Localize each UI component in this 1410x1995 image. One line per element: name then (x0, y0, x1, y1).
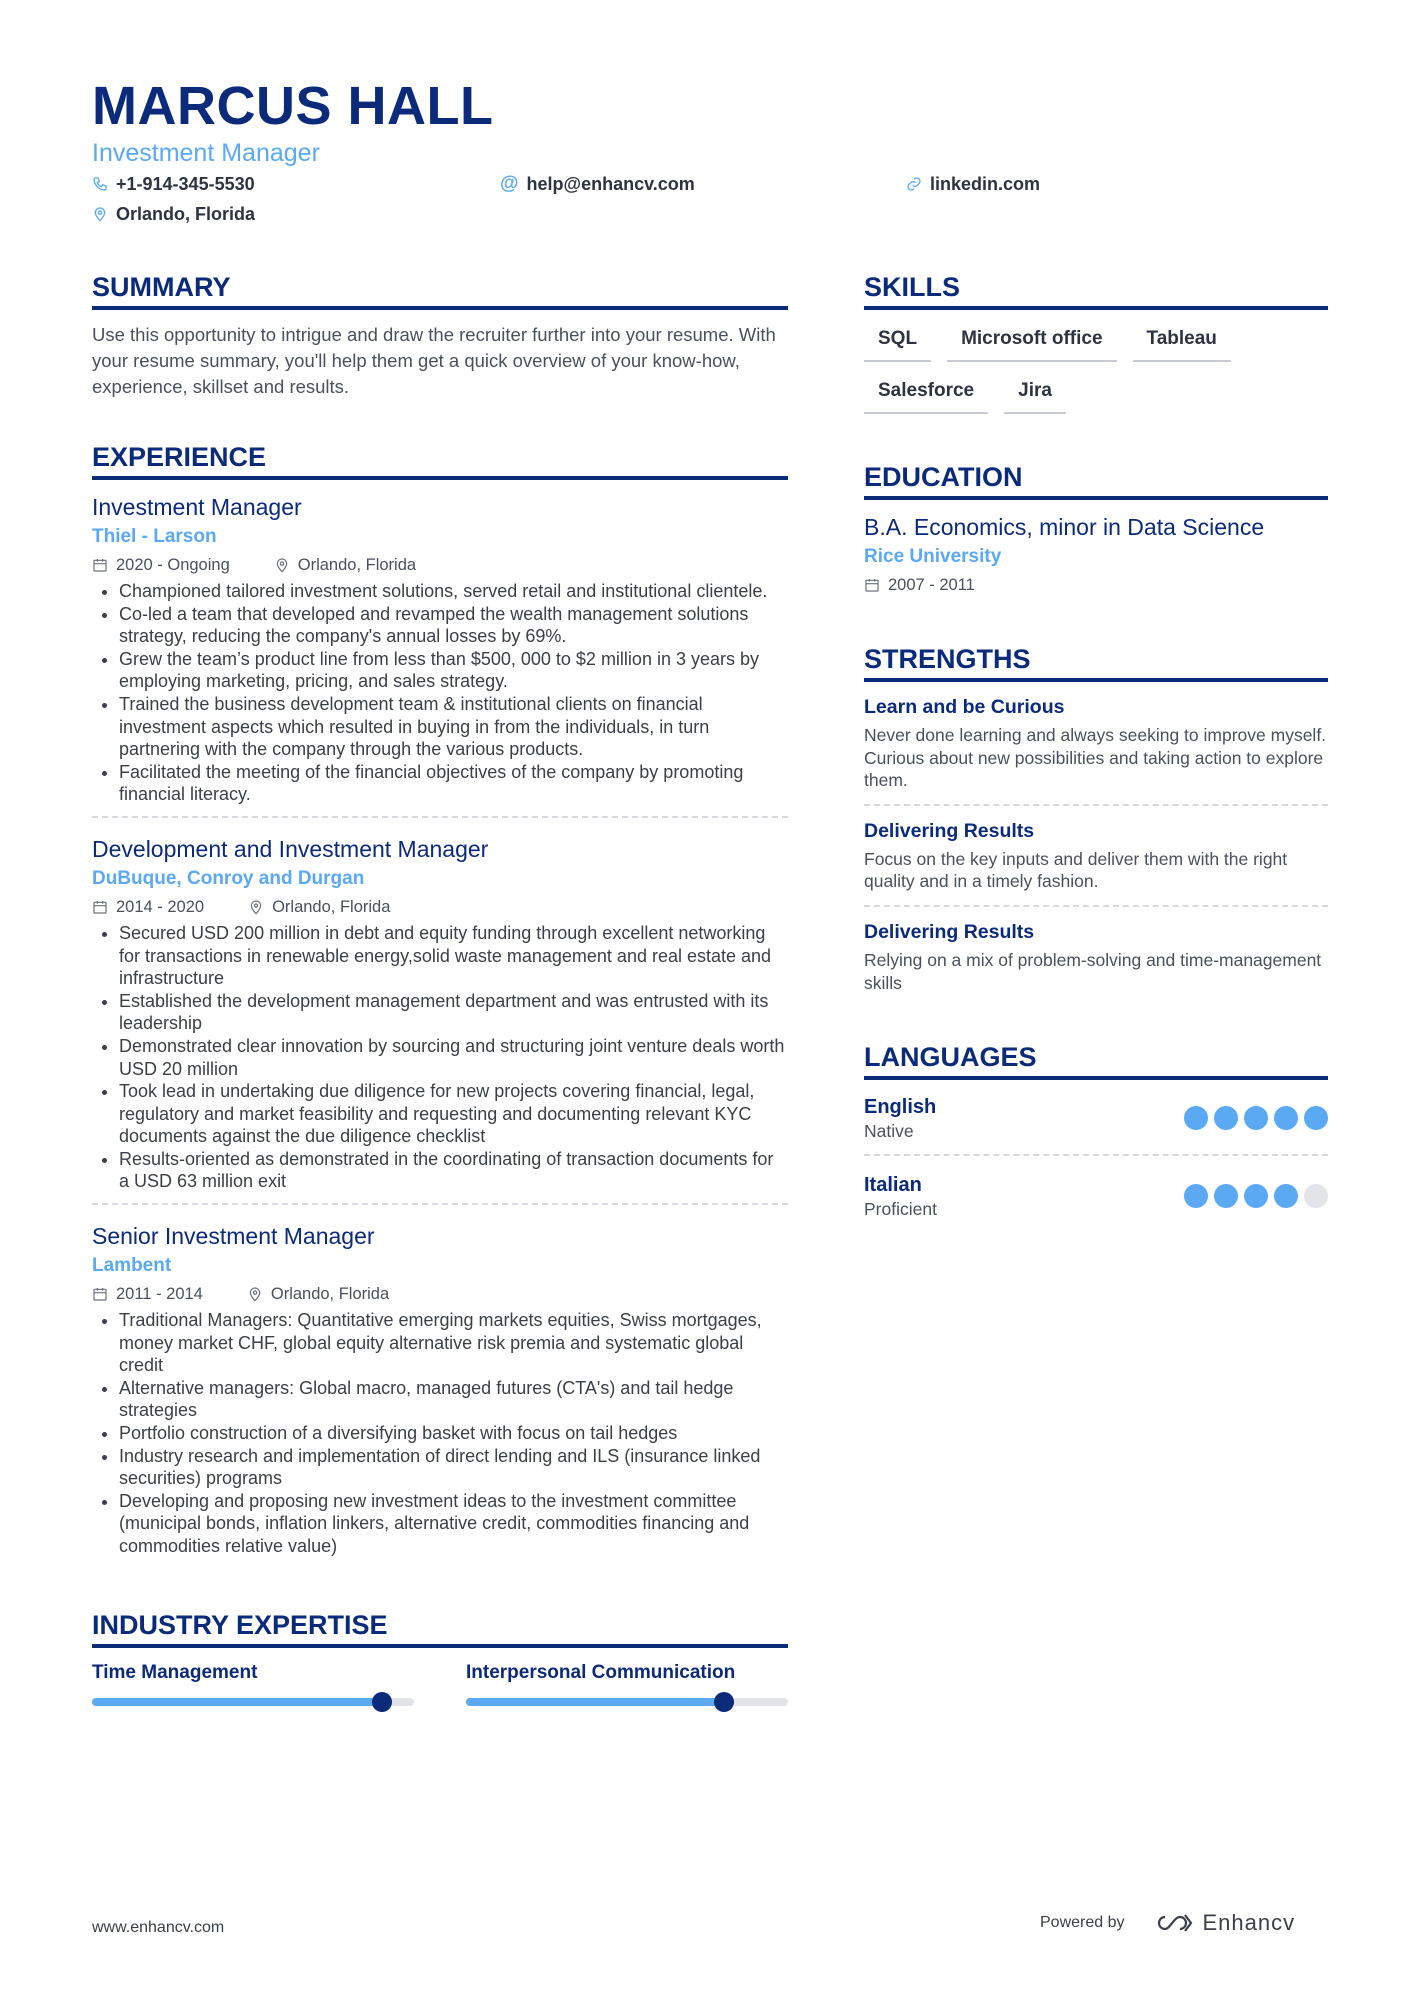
job-bullets (92, 580, 788, 806)
location-pin-icon (247, 1286, 263, 1302)
language-name: English (864, 1096, 937, 1119)
expertise-label: Interpersonal Communication (466, 1661, 736, 1683)
strengths-title: STRENGTHS (864, 642, 1328, 682)
calendar-icon (92, 557, 108, 573)
language-item (864, 1092, 1328, 1156)
footer-powered (1040, 1910, 1295, 1936)
expertise-bar-fill (92, 1698, 382, 1706)
candidate-role: Investment Manager (92, 139, 320, 167)
job-meta (92, 1283, 788, 1305)
job-dates: 2020 - Ongoing (116, 556, 230, 574)
skills-list (864, 326, 1328, 414)
education-entry (864, 512, 1328, 596)
bullet-item: • Established the development management department and was entrusted with its leadership (119, 990, 788, 1035)
industry-expertise-list (92, 1660, 788, 1706)
experience-title: EXPERIENCE (92, 440, 788, 480)
powered-by-text: Powered by (1040, 1914, 1125, 1931)
industry-expertise-title: INDUSTRY EXPERTISE (92, 1608, 788, 1648)
strength-title: Learn and be Curious (864, 696, 1065, 718)
strength-item (864, 694, 1328, 806)
email-text[interactable]: help@enhancv.com (526, 174, 695, 194)
job-title: Senior Investment Manager (92, 1223, 375, 1250)
skill-tag: Salesforce (864, 378, 988, 414)
job-company: Thiel - Larson (92, 526, 217, 547)
skill-tag: Microsoft office (947, 326, 1116, 362)
experience-entry (92, 492, 788, 818)
job-dates: 2014 - 2020 (116, 897, 205, 916)
strength-text: Focus on the key inputs and deliver them with the right quality and in a timely fashion. (864, 848, 1288, 892)
bullet-item: • Took lead in undertaking due diligence for new projects covering financial, legal, regulatory and market feasibility and requesting and documenting relevant KYC documents against the due diligence checklist (119, 1080, 788, 1148)
enhancv-logo[interactable] (1151, 1910, 1296, 1936)
strength-item (864, 818, 1328, 907)
at-icon: @ (500, 173, 519, 194)
rating-dot-filled (1274, 1184, 1298, 1208)
contact-email (500, 173, 695, 195)
phone-text[interactable]: +1-914-345-5530 (116, 174, 255, 194)
calendar-icon (92, 899, 108, 915)
job-bullets (92, 922, 788, 1193)
job-location: Orlando, Florida (270, 1285, 390, 1304)
contact-location (92, 203, 255, 225)
rating-dot-filled (1214, 1184, 1238, 1208)
job-title: Investment Manager (92, 494, 302, 520)
job-company: DuBuque, Conroy and Durgan (92, 867, 365, 889)
education-meta (864, 574, 1328, 596)
job-location: Orlando, Florida (297, 556, 417, 574)
job-company: Lambent (92, 1255, 172, 1277)
skill-tag: SQL (864, 326, 931, 362)
candidate-name: MARCUS HALL (92, 76, 494, 136)
left-column (92, 270, 788, 1706)
summary-text: Use this opportunity to intrigue and draw the recruiter further into your resume. With your resume summary, you'll help them get a quick overview of your know-how, experience, skillset and results. (92, 324, 776, 397)
calendar-icon (92, 1286, 108, 1302)
bullet-item: • Industry research and implementation of direct lending and ILS (insurance linked securities) programs (119, 1445, 788, 1490)
expertise-label: Time Management (92, 1661, 258, 1683)
bullet-item: • Demonstrated clear innovation by sourcing and structuring joint venture deals worth USD 20 million (119, 1035, 788, 1080)
language-level: Proficient (864, 1199, 937, 1220)
strength-title: Delivering Results (864, 819, 1035, 842)
language-rating (1184, 1106, 1328, 1130)
contact-linkedin (906, 173, 1040, 195)
phone-icon (92, 176, 108, 192)
bullet-item: • Facilitated the meeting of the financial objectives of the company by promoting financial literacy. (119, 761, 788, 806)
job-title: Development and Investment Manager (92, 835, 489, 862)
rating-dot-filled (1184, 1184, 1208, 1208)
expertise-bar (92, 1698, 414, 1706)
expertise-bar-knob (714, 1692, 734, 1712)
location-pin-icon (274, 557, 290, 573)
strength-text: Relying on a mix of problem-solving and time-management skills (864, 949, 1322, 993)
job-dates: 2011 - 2014 (116, 1285, 203, 1304)
language-item (864, 1170, 1328, 1232)
rating-dot-filled (1214, 1106, 1238, 1130)
job-meta (92, 896, 788, 918)
location-text: Orlando, Florida (116, 204, 256, 224)
bullet-item: • Portfolio construction of a diversifying basket with focus on tail hedges (119, 1422, 788, 1445)
language-info (864, 1094, 936, 1142)
expertise-item (466, 1660, 788, 1706)
expertise-bar-fill (466, 1698, 724, 1706)
linkedin-text[interactable]: linkedin.com (930, 174, 1041, 194)
footer-website[interactable]: www.enhancv.com (92, 1919, 225, 1936)
bullet-item: • Grew the team’s product line from less than $500, 000 to $2 million in 3 years by employing marketing, pricing, and sales strategy. (119, 648, 788, 693)
education-dates: 2007 - 2011 (888, 576, 975, 594)
strength-item (864, 919, 1328, 1006)
rating-dot-filled (1244, 1184, 1268, 1208)
skill-tag: Jira (1004, 378, 1066, 414)
bullet-item: • Trained the business development team & institutional clients on financial investment aspects which resulted in buying in from the individuals, in turn partnering with the company through the various products. (119, 693, 788, 761)
calendar-icon (864, 577, 880, 593)
language-rating (1184, 1184, 1328, 1208)
bullet-item: • Co-led a team that developed and revamped the wealth management solutions strategy, reducing the company's annual losses by 69%. (119, 603, 788, 648)
language-info (864, 1172, 937, 1220)
languages-title: LANGUAGES (864, 1040, 1328, 1080)
language-level: Native (864, 1121, 914, 1142)
strength-text: Never done learning and always seeking to improve myself. Curious about new possibilities and taking action to explore them. (864, 725, 1327, 791)
location-pin-icon (92, 206, 108, 222)
brand-name: Enhancv (1202, 1910, 1296, 1935)
location-pin-icon (248, 899, 264, 915)
bullet-item: • Secured USD 200 million in debt and equity funding through excellent networking for transactions in renewable energy,solid waste management and real estate and infrastructure (119, 922, 788, 990)
rating-dot-filled (1274, 1106, 1298, 1130)
expertise-bar-knob (372, 1692, 392, 1712)
link-icon (906, 176, 922, 192)
education-school: Rice University (864, 546, 1002, 567)
skill-tag: Tableau (1133, 326, 1231, 362)
strength-title: Delivering Results (864, 920, 1035, 943)
job-bullets (92, 1309, 788, 1558)
bullet-item: • Results-oriented as demonstrated in the coordinating of transaction documents for a USD 63 million exit (119, 1148, 788, 1193)
skills-title: SKILLS (864, 270, 1328, 310)
experience-entry (92, 1221, 788, 1568)
bullet-item: • Developing and proposing new investment ideas to the investment committee (municipal bonds, inflation linkers, alternative credit, commodities financing and commodities relative value) (119, 1490, 788, 1558)
rating-dot-filled (1304, 1106, 1328, 1130)
language-name: Italian (864, 1174, 922, 1197)
rating-dot-filled (1244, 1106, 1268, 1130)
bullet-item: • Alternative managers: Global macro, managed futures (CTA's) and tail hedge strategies (119, 1377, 788, 1422)
bullet-item: • Traditional Managers: Quantitative emerging markets equities, Swiss mortgages, money market CHF, global equity alternative risk premia and systematic global credit (119, 1309, 788, 1377)
expertise-item (92, 1660, 414, 1706)
enhancv-logo-icon (1151, 1911, 1195, 1935)
rating-dot-filled (1184, 1106, 1208, 1130)
bullet-item: • Championed tailored investment solutions, served retail and institutional clientele. (119, 580, 788, 603)
job-meta (92, 554, 788, 576)
expertise-bar (466, 1698, 788, 1706)
education-title: EDUCATION (864, 460, 1328, 500)
experience-entry (92, 834, 788, 1205)
rating-dot-empty (1304, 1184, 1328, 1208)
summary-title: SUMMARY (92, 270, 788, 310)
job-location: Orlando, Florida (272, 897, 391, 916)
right-column (864, 270, 1328, 1246)
contact-phone (92, 173, 255, 195)
education-degree: B.A. Economics, minor in Data Science (864, 514, 1265, 540)
